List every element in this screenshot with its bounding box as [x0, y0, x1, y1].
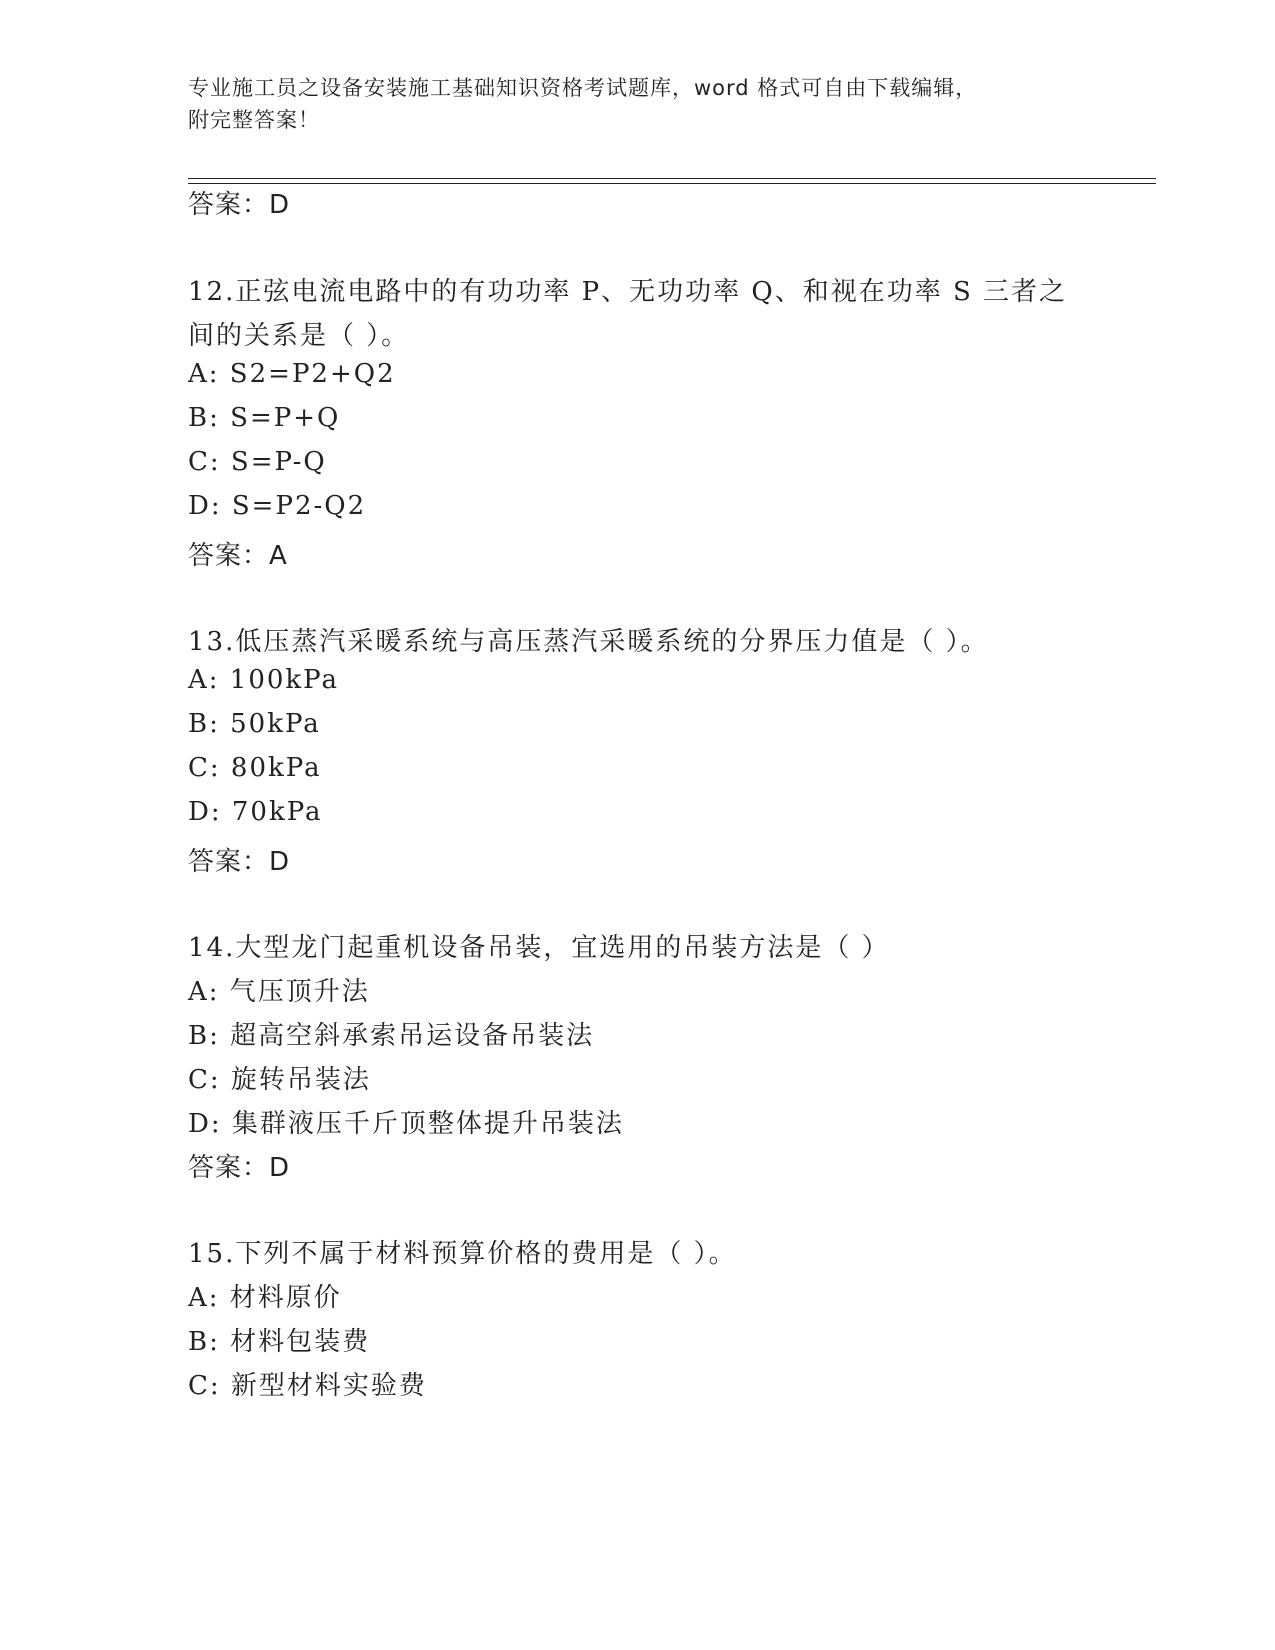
question-13-option-a: A: 100kPa — [188, 665, 340, 695]
question-13-option-d: D: 70kPa — [188, 797, 323, 827]
question-14-option-d: D: 集群液压千斤顶整体提升吊装法 — [188, 1109, 624, 1139]
question-12-option-b: B: S=P+Q — [188, 403, 341, 433]
question-14-option-c: C: 旋转吊装法 — [188, 1065, 371, 1095]
question-15-option-c: C: 新型材料实验费 — [188, 1371, 427, 1401]
question-15-option-b: B: 材料包装费 — [188, 1327, 371, 1357]
question-12-answer: 答案：A — [188, 541, 288, 571]
header-divider-bottom — [188, 183, 1156, 184]
question-12-stem-line-1: 12.正弦电流电路中的有功功率 P、无功功率 Q、和视在功率 S 三者之 — [188, 277, 1068, 307]
question-15-stem-line-1: 15.下列不属于材料预算价格的费用是（ ）。 — [188, 1239, 737, 1269]
header-line-2: 附完整答案！ — [188, 108, 320, 132]
question-14-option-a: A: 气压顶升法 — [188, 977, 370, 1007]
question-13-option-c: C: 80kPa — [188, 753, 322, 783]
question-12-stem-line-2: 间的关系是（ ）。 — [188, 321, 410, 351]
question-13-option-b: B: 50kPa — [188, 709, 321, 739]
question-12-option-d: D: S=P2-Q2 — [188, 491, 367, 521]
question-14-stem-line-1: 14.大型龙门起重机设备吊装，宜选用的吊装方法是（ ） — [188, 933, 890, 963]
header-line-1: 专业施工员之设备安装施工基础知识资格考试题库，word 格式可自由下载编辑， — [188, 76, 978, 100]
question-14-answer: 答案：D — [188, 1153, 291, 1183]
question-15-option-a: A: 材料原价 — [188, 1283, 342, 1313]
question-13-stem-line-1: 13.低压蒸汽采暖系统与高压蒸汽采暖系统的分界压力值是（ ）。 — [188, 627, 989, 657]
question-13-answer: 答案：D — [188, 847, 291, 877]
question-12-option-c: C: S=P-Q — [188, 447, 327, 477]
document-header — [188, 72, 1088, 136]
question-14-option-b: B: 超高空斜承索吊运设备吊装法 — [188, 1021, 595, 1051]
previous-answer: 答案：D — [188, 190, 291, 220]
question-12-option-a: A: S2=P2+Q2 — [188, 359, 396, 389]
header-divider-top — [188, 178, 1156, 179]
